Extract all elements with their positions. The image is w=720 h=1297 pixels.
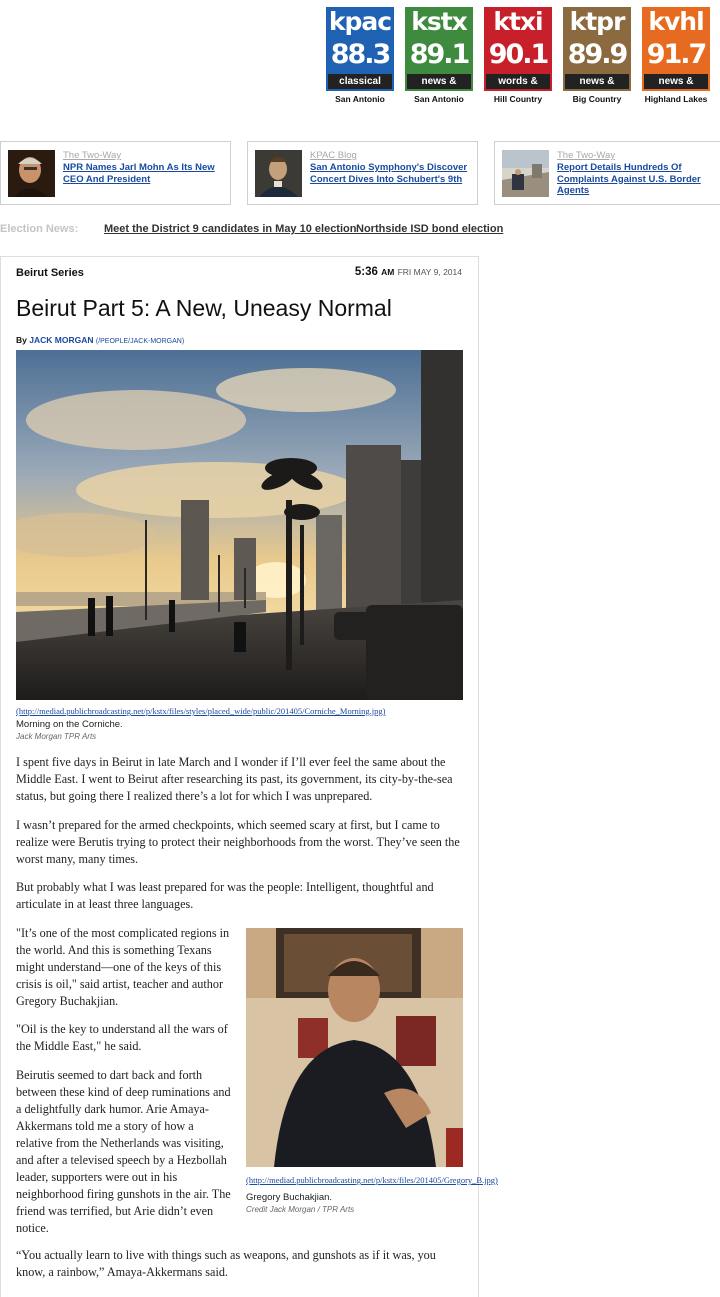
- corniche-photo[interactable]: [16, 350, 463, 700]
- station-tagline: news &: [644, 74, 708, 89]
- article-paragraph: I wasn’t prepared for the armed checkpoints, which seemed scary at first, but I came to realize were Berutis trying to protect their neighborhoods from the worst. They’ve seen the worst many, many times.: [16, 818, 460, 866]
- byline: [16, 335, 184, 345]
- station-logo[interactable]: [563, 7, 631, 91]
- station-tagline: classical: [328, 74, 392, 89]
- story-headline-link[interactable]: San Antonio Symphony's Discover Concert Dives Into Schubert's 9th: [310, 162, 468, 185]
- station-logo[interactable]: [326, 7, 394, 91]
- station-kstx[interactable]: [405, 7, 473, 104]
- station-city: Hill Country: [493, 94, 543, 104]
- story-card[interactable]: [494, 141, 720, 205]
- election-link-district9[interactable]: Meet the District 9 candidates in May 10 election: [104, 223, 357, 235]
- article-paragraph: "It’s one of the most complicated regions in the world. And this is something Texans might understand—one of the keys of this crisis is oil," said artist, teacher and author Gregory Buchakjian.: [16, 926, 230, 1008]
- station-city: San Antonio: [335, 94, 385, 104]
- station-kpac[interactable]: [326, 7, 394, 104]
- station-city: Big Country: [572, 94, 622, 104]
- photo-caption: Gregory Buchakjian.: [246, 1192, 333, 1203]
- election-news-bar: [0, 221, 720, 237]
- station-frequency: 88.3: [330, 39, 390, 70]
- article-ampm: AM: [381, 267, 395, 277]
- author-path-link[interactable]: (/PEOPLE/JACK-MORGAN): [95, 338, 185, 345]
- station-frequency: 89.1: [409, 39, 469, 70]
- station-city: San Antonio: [414, 94, 464, 104]
- story-thumbnail[interactable]: [8, 150, 55, 197]
- story-thumbnail[interactable]: [255, 150, 302, 197]
- article-paragraph: “You actually learn to live with things such as weapons, and gunshots as if it was, you know, a rainbow,” Amaya-Akkermans said.: [16, 1248, 436, 1279]
- author-link[interactable]: JACK MORGAN: [29, 335, 94, 345]
- photo-url-link[interactable]: (http://mediad.publicbroadcasting.net/p/kstx/files/styles/placed_wide/public/201405/Corniche_Morning.jpg): [16, 706, 386, 716]
- portrait-photo[interactable]: [246, 928, 463, 1167]
- election-link-northside-isd[interactable]: Northside ISD bond election: [356, 223, 504, 235]
- story-card[interactable]: [0, 141, 231, 205]
- photo-credit: Jack Morgan TPR Arts: [16, 732, 97, 741]
- article-paragraph: "Oil is the key to understand all the wars of the Middle East," he said.: [16, 1022, 228, 1053]
- station-logo[interactable]: [484, 7, 552, 91]
- station-call: kpac: [328, 7, 392, 36]
- article-series[interactable]: Beirut Series: [16, 267, 84, 279]
- station-ktxi[interactable]: [484, 7, 552, 104]
- photo-credit: Credit Jack Morgan / TPR Arts: [246, 1205, 355, 1214]
- election-news-label: Election News:: [0, 223, 79, 235]
- station-tagline: words &: [486, 74, 550, 89]
- article-timestamp: [355, 266, 462, 278]
- byline-prefix: By: [16, 335, 27, 345]
- station-logos: [326, 7, 710, 104]
- station-ktpr[interactable]: [563, 7, 631, 104]
- station-tagline: news &: [407, 74, 471, 89]
- story-kicker[interactable]: The Two-Way: [63, 150, 122, 161]
- related-stories: [0, 141, 720, 205]
- station-city: Highland Lakes: [644, 94, 708, 104]
- station-frequency: 91.7: [646, 39, 706, 70]
- station-kvhl[interactable]: [642, 7, 710, 104]
- station-logo[interactable]: [405, 7, 473, 91]
- story-headline-link[interactable]: Report Details Hundreds Of Complaints Against U.S. Border Agents: [557, 162, 701, 196]
- article-date: FRI MAY 9, 2014: [397, 267, 462, 277]
- station-call: kvhl: [648, 7, 704, 36]
- article-time: 5:36: [354, 266, 378, 278]
- article-title: Beirut Part 5: A New, Uneasy Normal: [16, 295, 392, 321]
- station-call: kstx: [411, 7, 467, 36]
- story-thumbnail[interactable]: [502, 150, 549, 197]
- photo-url-link[interactable]: (http://mediad.publicbroadcasting.net/p/kstx/files/201405/Gregory_B.jpg): [246, 1175, 498, 1185]
- station-logo[interactable]: [642, 7, 710, 91]
- article-paragraph: I spent five days in Beirut in late March and I wonder if I’ll ever feel the same about the Middle East. I went to Beirut after researching its past, its government, its city-by-the-sea status, but going there I realized there’s a lot for which I was unprepared.: [16, 755, 453, 803]
- station-tagline: news &: [565, 74, 629, 89]
- photo-caption: Morning on the Corniche.: [16, 719, 123, 730]
- story-kicker[interactable]: KPAC Blog: [310, 150, 357, 161]
- story-headline-link[interactable]: NPR Names Jarl Mohn As Its New CEO And President: [63, 162, 215, 185]
- article-paragraph: Beirutis seemed to dart back and forth between these kind of deep ruminations and a delightfully dark humor. Arie Amaya-Akkermans told me a story of how a relative from the Netherlands was visiting, and after a televised speech by a Hezbollah leader, supporters were out in his neighborhood firing gunshots in the air. The friend was terrified, but Arie didn’t even notice.: [16, 1068, 231, 1235]
- station-frequency: 90.1: [488, 39, 548, 70]
- station-call: ktpr: [569, 7, 625, 36]
- station-call: ktxi: [493, 7, 543, 36]
- story-card[interactable]: [247, 141, 478, 205]
- station-frequency: 89.9: [567, 39, 627, 70]
- article-panel: [0, 256, 498, 1297]
- article-paragraph: But probably what I was least prepared for was the people: Intelligent, thoughtful and articulate in at least three languages.: [16, 880, 434, 911]
- story-kicker[interactable]: The Two-Way: [557, 150, 616, 161]
